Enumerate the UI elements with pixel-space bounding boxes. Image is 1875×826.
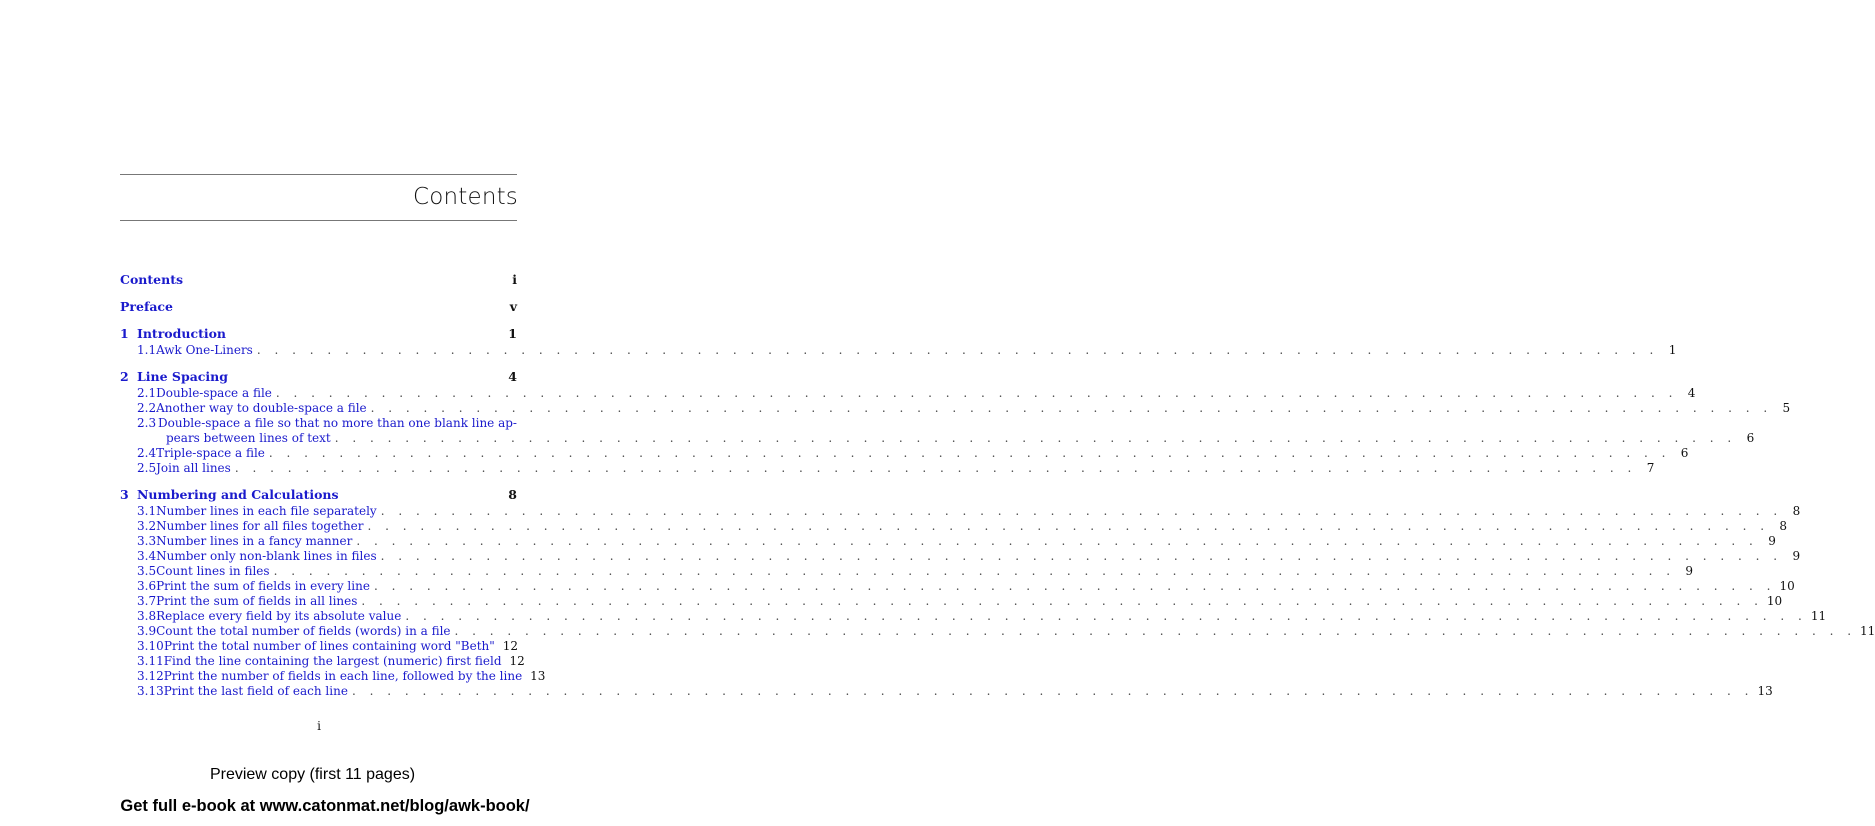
toc-page-number: 12 — [502, 639, 519, 653]
toc-section-3-3[interactable] — [137, 533, 1776, 549]
toc-section-number[interactable]: 3.12 — [137, 669, 164, 683]
toc-page-number: 1 — [508, 326, 517, 341]
toc-page-number: 8 — [1779, 519, 1788, 533]
toc-leader: . . . . . . . . . . . . . . . . . . . . . . . . . . . . . . . . . . . . . . . . . . . . . . . . . . . . . . . . . . . . . . . . . . . . . . . . . . . . . . . . — [454, 624, 1857, 638]
toc-section-2-4[interactable] — [137, 445, 1689, 461]
toc-page-number: 9 — [1792, 549, 1801, 563]
toc-page-number: 12 — [509, 654, 525, 668]
toc-section-title[interactable]: Count the total number of fields (words) in a file — [156, 624, 451, 638]
toc-chapter-number[interactable]: 3 — [120, 487, 129, 502]
toc-chapter-title[interactable]: Introduction — [137, 326, 227, 341]
page-title: Contents — [412, 184, 518, 210]
toc-section-number[interactable]: 2.5 — [137, 461, 157, 475]
toc-section-number[interactable]: 3.1 — [137, 504, 157, 518]
toc-leader: . . . . . . . . . . . . . . . . . . . . . . . . . . . . . . . . . . . . . . . . . . . . . . . . . . . . . . . . . . . . . . . . . . . . . . . . . . . . . . . . — [373, 579, 1776, 593]
toc-section-3-13[interactable] — [137, 683, 1773, 699]
toc-page-number: i — [512, 272, 517, 287]
toc-chapter-number[interactable]: 1 — [120, 326, 129, 341]
toc-section-3-9[interactable] — [137, 623, 1875, 639]
toc-section-title[interactable]: Awk One-Liners — [156, 343, 253, 357]
toc-section-2-3-continued[interactable] — [166, 430, 1755, 446]
toc-section-3-6[interactable] — [137, 578, 1795, 594]
toc-section-number[interactable]: 3.4 — [137, 549, 157, 563]
toc-section-title[interactable]: Another way to double-space a file — [156, 401, 367, 415]
toc-section-3-2[interactable] — [137, 518, 1788, 534]
toc-section-3-10[interactable] — [137, 638, 517, 654]
toc-section-number[interactable]: 3.7 — [137, 594, 157, 608]
toc-page-number: 8 — [508, 487, 517, 502]
toc-section-title[interactable]: Join all lines — [156, 461, 231, 475]
toc-section-number[interactable]: 2.4 — [137, 446, 157, 460]
toc-section-number[interactable]: 3.9 — [137, 624, 157, 638]
toc-leader: . . . . . . . . . . . . . . . . . . . . . . . . . . . . . . . . . . . . . . . . . . . . . . . . . . . . . . . . . . . . . . . . . . . . . . . . . . . . . . . . — [361, 594, 1763, 608]
page-number: i — [317, 719, 321, 733]
toc-section-number[interactable]: 2.2 — [137, 401, 157, 415]
toc-section-number[interactable]: 3.13 — [137, 684, 164, 698]
toc-section-title[interactable]: Print the sum of fields in every line — [156, 579, 370, 593]
toc-section-title[interactable]: Replace every field by its absolute value — [156, 609, 402, 623]
toc-entry-title[interactable]: Preface — [120, 299, 173, 314]
toc-page-number: 7 — [1646, 461, 1655, 475]
toc-leader: . . . . . . . . . . . . . . . . . . . . . . . . . . . . . . . . . . . . . . . . . . . . . . . . . . . . . . . . . . . . . . . . . . . . . . . . . . . . . . . . — [367, 519, 1770, 533]
toc-page-number: 9 — [1685, 564, 1694, 578]
toc-section-number[interactable]: 3.5 — [137, 564, 157, 578]
toc-entry-title[interactable]: Contents — [120, 272, 184, 287]
toc-leader: . . . . . . . . . . . . . . . . . . . . . . . . . . . . . . . . . . . . . . . . . . . . . . . . . . . . . . . . . . . . . . . . . . . . . . . . . . . . . . . . — [234, 461, 1637, 475]
toc-leader: . . . . . . . . . . . . . . . . . . . . . . . . . . . . . . . . . . . . . . . . . . . . . . . . . . . . . . . . . . . . . . . . . . . . . . . . . . . . . . . . — [256, 343, 1659, 357]
toc-chapter-title[interactable]: Numbering and Calculations — [137, 487, 339, 502]
toc-section-number[interactable]: 3.6 — [137, 579, 157, 593]
toc-section-title-continued[interactable]: pears between lines of text — [166, 431, 331, 445]
toc-chapter-number[interactable]: 2 — [120, 369, 129, 384]
toc-section-title[interactable]: Number lines in each file separately — [156, 504, 377, 518]
toc-page-number: 9 — [1768, 534, 1776, 548]
ebook-link[interactable]: Get full e-book at www.catonmat.net/blog/awk-book/ — [120, 797, 530, 815]
toc-leader: . . . . . . . . . . . . . . . . . . . . . . . . . . . . . . . . . . . . . . . . . . . . . . . . . . . . . . . . . . . . . . . . . . . . . . . . . . . . . . . . — [380, 504, 1783, 518]
toc-section-number[interactable]: 3.11 — [137, 654, 164, 668]
toc-page-number: 10 — [1779, 579, 1795, 593]
toc-section-number[interactable]: 2.1 — [137, 386, 157, 400]
toc-section-3-1[interactable] — [137, 503, 1801, 519]
toc-section-title[interactable]: Double-space a file so that no more than one blank line ap- — [158, 416, 517, 430]
toc-section-3-7[interactable] — [137, 593, 1783, 609]
toc-page-number: 6 — [1746, 431, 1755, 445]
toc-page-number: 4 — [508, 369, 517, 384]
toc-section-title[interactable]: Find the line containing the largest (numeric) first field — [163, 654, 502, 668]
toc-section-3-5[interactable] — [137, 563, 1694, 579]
toc-leader: . . . . . . . . . . . . . . . . . . . . . . . . . . . . . . . . . . . . . . . . . . . . . . . . . . . . . . . . . . . . . . . . . . . . . . . . . . . . . . . . — [380, 549, 1783, 563]
toc-section-number[interactable]: 3.8 — [137, 609, 157, 623]
toc-section-number[interactable]: 3.10 — [137, 639, 164, 653]
toc-section-number[interactable]: 3.2 — [137, 519, 157, 533]
toc-chapter-title[interactable]: Line Spacing — [137, 369, 228, 384]
toc-leader: . . . . . . . . . . . . . . . . . . . . . . . . . . . . . . . . . . . . . . . . . . . . . . . . . . . . . . . . . . . . . . . . . . . . . . . . . . . . . . . . — [351, 684, 1754, 698]
toc-section-2-1[interactable] — [137, 385, 1696, 401]
toc-section-title[interactable]: Double-space a file — [156, 386, 272, 400]
toc-section-title[interactable]: Print the sum of fields in all lines — [156, 594, 358, 608]
toc-section-title[interactable]: Number lines for all files together — [156, 519, 364, 533]
toc-page-number: 13 — [1757, 684, 1773, 698]
toc-section-title[interactable]: Print the total number of lines containing word "Beth" — [163, 639, 495, 653]
toc-section-2-5[interactable] — [137, 460, 1655, 476]
toc-entry-contents[interactable] — [120, 272, 517, 288]
toc-page-number: 8 — [1792, 504, 1801, 518]
toc-leader: . . . . . . . . . . . . . . . . . . . . . . . . . . . . . . . . . . . . . . . . . . . . . . . . . . . . . . . . . . . . . . . . . . . . . . . . . . . . . . . . — [334, 431, 1737, 445]
toc-section-title[interactable]: Print the number of fields in each line, followed by the line — [163, 669, 523, 683]
toc-page-number: 13 — [530, 669, 546, 683]
toc-section-3-4[interactable] — [137, 548, 1801, 564]
toc-section-number[interactable]: 1.1 — [137, 343, 157, 357]
bottom-rule — [120, 220, 517, 221]
toc-section-title[interactable]: Triple-space a file — [156, 446, 265, 460]
toc-page-number: 6 — [1680, 446, 1689, 460]
toc-chapter-2[interactable] — [120, 369, 517, 385]
toc-section-number[interactable]: 2.3 — [137, 416, 157, 430]
toc-page-number: 11 — [1810, 609, 1827, 623]
toc-leader: . . . . . . . . . . . . . . . . . . . . . . . . . . . . . . . . . . . . . . . . . . . . . . . . . . . . . . . . . . . . . . . . . . . . . . . . . . . . . . . . — [268, 446, 1671, 460]
toc-section-2-3[interactable] — [137, 415, 517, 431]
toc-section-number[interactable]: 3.3 — [137, 534, 157, 548]
toc-section-1-1[interactable] — [137, 342, 1677, 358]
toc-section-title[interactable]: Number only non-blank lines in files — [156, 549, 377, 563]
toc-page-number: v — [509, 299, 517, 314]
preview-note: Preview copy (first 11 pages) — [209, 766, 416, 783]
toc-entry-preface[interactable] — [120, 299, 517, 315]
toc-page-number: 4 — [1687, 386, 1696, 400]
toc-leader: . . . . . . . . . . . . . . . . . . . . . . . . . . . . . . . . . . . . . . . . . . . . . . . . . . . . . . . . . . . . . . . . . . . . . . . . . . . . . . . . — [356, 534, 1758, 548]
toc-leader: . . . . . . . . . . . . . . . . . . . . . . . . . . . . . . . . . . . . . . . . . . . . . . . . . . . . . . . . . . . . . . . . . . . . . . . . . . . . . . . . — [275, 386, 1678, 400]
toc-section-title[interactable]: Number lines in a fancy manner — [156, 534, 353, 548]
toc-chapter-1[interactable] — [120, 326, 517, 342]
toc-section-3-11[interactable] — [137, 653, 525, 669]
toc-page-number: 10 — [1766, 594, 1783, 608]
toc-section-2-2[interactable] — [137, 400, 1791, 416]
top-rule — [120, 174, 517, 175]
toc-page-number: 5 — [1782, 401, 1791, 415]
toc-section-title[interactable]: Count lines in files — [156, 564, 270, 578]
toc-section-3-12[interactable] — [137, 668, 546, 684]
toc-leader: . . . . . . . . . . . . . . . . . . . . . . . . . . . . . . . . . . . . . . . . . . . . . . . . . . . . . . . . . . . . . . . . . . . . . . . . . . . . . . . . — [273, 564, 1676, 578]
toc-section-3-8[interactable] — [137, 608, 1827, 624]
toc-leader: . . . . . . . . . . . . . . . . . . . . . . . . . . . . . . . . . . . . . . . . . . . . . . . . . . . . . . . . . . . . . . . . . . . . . . . . . . . . . . . . — [370, 401, 1773, 415]
toc-page-number: 11 — [1860, 624, 1875, 638]
toc-section-title[interactable]: Print the last field of each line — [163, 684, 348, 698]
toc-chapter-3[interactable] — [120, 487, 517, 503]
toc-page-number: 1 — [1668, 343, 1677, 357]
toc-leader: . . . . . . . . . . . . . . . . . . . . . . . . . . . . . . . . . . . . . . . . . . . . . . . . . . . . . . . . . . . . . . . . . . . . . . . . . . . . . . . . — [405, 609, 1807, 623]
